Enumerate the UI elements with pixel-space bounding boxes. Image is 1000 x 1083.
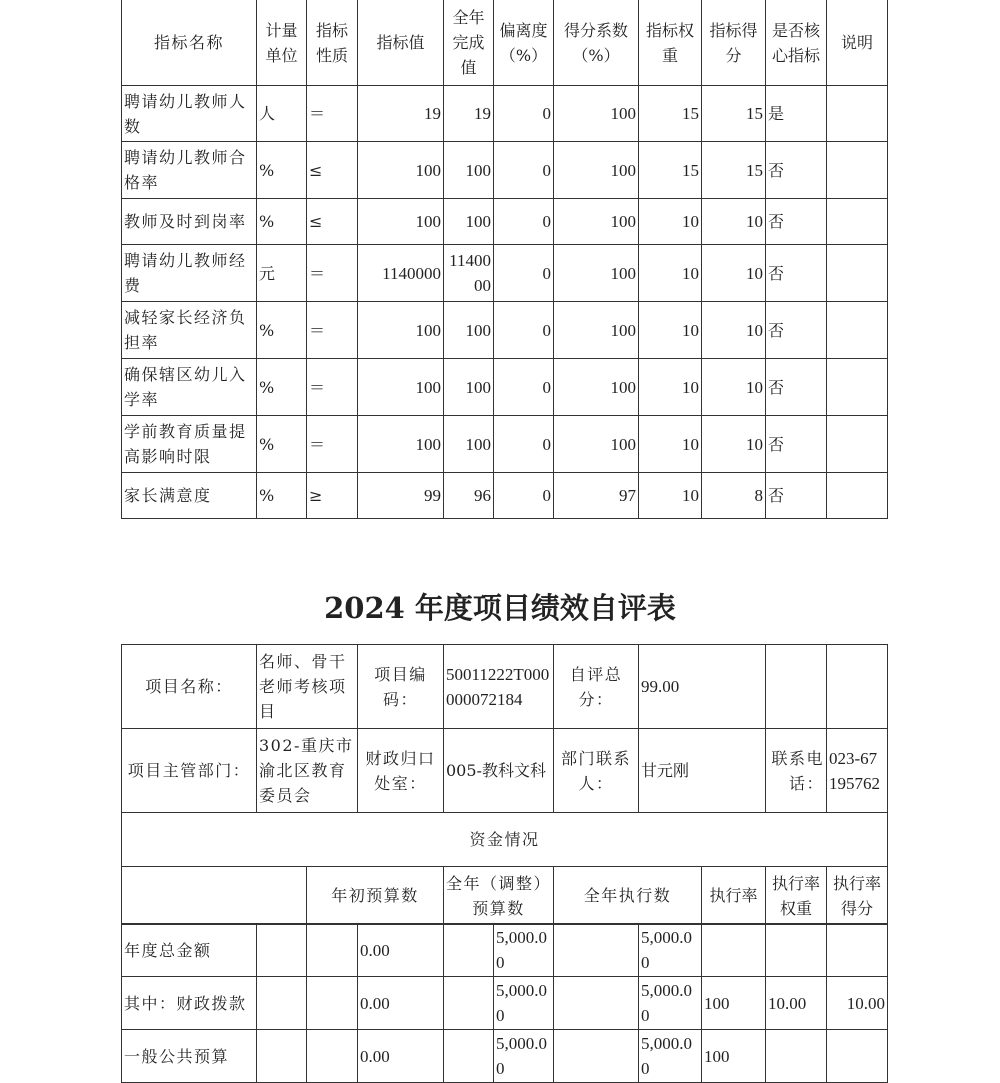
project-name-row — [122, 645, 888, 729]
indicator-coef: 100 — [554, 359, 639, 416]
indicator-nature: ＝ — [307, 302, 358, 359]
header-deviation: 偏离度（%） — [494, 0, 554, 86]
indicator-nature: ＝ — [307, 359, 358, 416]
indicator-note — [827, 416, 888, 473]
indicator-target: 19 — [358, 86, 444, 142]
funds-row-label: 年度总金额 — [122, 924, 257, 977]
indicator-note — [827, 199, 888, 245]
funds-rate-weight — [766, 1030, 827, 1083]
empty-cell — [554, 1030, 639, 1083]
indicator-actual: 19 — [444, 86, 494, 142]
funds-rate-score — [827, 1030, 888, 1083]
indicator-row — [122, 142, 888, 199]
indicator-coef: 100 — [554, 245, 639, 302]
indicator-deviation: 0 — [494, 199, 554, 245]
project-name-value: 名师、骨干老师考核项目 — [257, 645, 358, 729]
indicator-row — [122, 199, 888, 245]
indicator-target: 99 — [358, 473, 444, 519]
indicator-target: 100 — [358, 142, 444, 199]
indicator-coef: 100 — [554, 302, 639, 359]
indicator-deviation: 0 — [494, 86, 554, 142]
funds-section-title: 资金情况 — [122, 813, 888, 867]
indicator-score: 8 — [702, 473, 766, 519]
funds-row-label: 一般公共预算 — [122, 1030, 257, 1083]
indicator-deviation: 0 — [494, 416, 554, 473]
finance-label: 财政归口处室： — [358, 729, 444, 813]
funds-rate: 100 — [702, 977, 766, 1030]
indicator-nature: ≥ — [307, 473, 358, 519]
indicator-score: 10 — [702, 245, 766, 302]
header-rate: 执行率 — [702, 867, 766, 925]
funds-rate-weight: 10.00 — [766, 977, 827, 1030]
indicator-unit: 人 — [257, 86, 307, 142]
funds-body — [122, 924, 888, 1083]
indicator-actual: 100 — [444, 199, 494, 245]
funds-row — [122, 1030, 888, 1083]
header-executed-full: 全年执行数 — [554, 867, 702, 925]
indicator-unit: % — [257, 199, 307, 245]
indicator-note — [827, 245, 888, 302]
funds-adjusted: 5,000.00 — [494, 977, 554, 1030]
empty-cell — [554, 977, 639, 1030]
indicator-core: 否 — [766, 416, 827, 473]
indicator-score: 10 — [702, 359, 766, 416]
funds-header-row-full — [122, 867, 888, 925]
indicator-core: 否 — [766, 359, 827, 416]
indicator-weight: 10 — [639, 199, 702, 245]
indicator-actual: 100 — [444, 416, 494, 473]
indicator-unit: % — [257, 142, 307, 199]
project-code-label: 项目编码： — [358, 645, 444, 729]
indicator-row — [122, 416, 888, 473]
indicator-nature: ≤ — [307, 199, 358, 245]
project-dept-row — [122, 729, 888, 813]
project-code-value: 50011222T000000072184 — [444, 645, 554, 729]
header-rate-weight: 执行率权重 — [766, 867, 827, 925]
header-unit: 计量单位 — [257, 0, 307, 86]
indicator-name: 聘请幼儿教师经费 — [122, 245, 257, 302]
indicator-unit: % — [257, 473, 307, 519]
funds-executed: 5,000.00 — [639, 977, 702, 1030]
indicator-weight: 10 — [639, 359, 702, 416]
funds-row — [122, 977, 888, 1030]
indicator-core: 否 — [766, 245, 827, 302]
indicator-actual: 96 — [444, 473, 494, 519]
contact-value: 甘元刚 — [639, 729, 766, 813]
funds-executed: 5,000.00 — [639, 1030, 702, 1083]
indicator-target: 100 — [358, 359, 444, 416]
header-core: 是否核心指标 — [766, 0, 827, 86]
indicator-score: 15 — [702, 86, 766, 142]
header-adjusted-budget-full: 全年（调整）预算数 — [444, 867, 554, 925]
empty-cell — [122, 867, 307, 925]
indicator-target: 100 — [358, 199, 444, 245]
indicator-name: 家长满意度 — [122, 473, 257, 519]
project-name-label: 项目名称： — [122, 645, 257, 729]
indicator-note — [827, 142, 888, 199]
funds-table — [121, 923, 888, 1083]
self-score-value: 99.00 — [639, 645, 766, 729]
indicator-coef: 100 — [554, 416, 639, 473]
indicator-nature: ＝ — [307, 245, 358, 302]
indicator-score: 10 — [702, 199, 766, 245]
indicator-name: 学前教育质量提高影响时限 — [122, 416, 257, 473]
indicator-table — [121, 0, 888, 519]
funds-rate-score — [827, 924, 888, 977]
indicator-deviation: 0 — [494, 245, 554, 302]
phone-label: 联系电话： — [766, 729, 827, 813]
header-weight: 指标权重 — [639, 0, 702, 86]
indicator-actual: 100 — [444, 359, 494, 416]
indicator-header-row — [122, 0, 888, 86]
empty-cell — [257, 977, 307, 1030]
self-score-label: 自评总分： — [554, 645, 639, 729]
indicator-core: 是 — [766, 86, 827, 142]
funds-executed: 5,000.00 — [639, 924, 702, 977]
empty-cell — [444, 977, 494, 1030]
funds-row-label: 其中：财政拨款 — [122, 977, 257, 1030]
funds-adjusted: 5,000.00 — [494, 924, 554, 977]
indicator-row — [122, 86, 888, 142]
indicator-deviation: 0 — [494, 473, 554, 519]
funds-rate — [702, 924, 766, 977]
funds-adjusted: 5,000.00 — [494, 1030, 554, 1083]
empty-cell — [257, 1030, 307, 1083]
indicator-weight: 10 — [639, 302, 702, 359]
header-actual: 全年完成值 — [444, 0, 494, 86]
indicator-score: 10 — [702, 416, 766, 473]
indicator-unit: % — [257, 416, 307, 473]
dept-label: 项目主管部门： — [122, 729, 257, 813]
header-target: 指标值 — [358, 0, 444, 86]
header-coef: 得分系数（%） — [554, 0, 639, 86]
empty-cell — [307, 1030, 358, 1083]
indicator-core: 否 — [766, 473, 827, 519]
indicator-target: 100 — [358, 416, 444, 473]
indicator-note — [827, 86, 888, 142]
indicator-weight: 15 — [639, 86, 702, 142]
contact-label: 部门联系人： — [554, 729, 639, 813]
indicator-coef: 100 — [554, 86, 639, 142]
indicator-weight: 10 — [639, 473, 702, 519]
finance-value: 005-教科文科 — [444, 729, 554, 813]
phone-value: 023-67195762 — [827, 729, 888, 813]
dept-value: 302-重庆市渝北区教育委员会 — [257, 729, 358, 813]
indicator-deviation: 0 — [494, 359, 554, 416]
header-note: 说明 — [827, 0, 888, 86]
funds-initial: 0.00 — [358, 977, 444, 1030]
indicator-nature: ＝ — [307, 86, 358, 142]
indicator-core: 否 — [766, 142, 827, 199]
indicator-name: 减轻家长经济负担率 — [122, 302, 257, 359]
indicator-actual: 1140000 — [444, 245, 494, 302]
indicator-coef: 100 — [554, 142, 639, 199]
indicator-core: 否 — [766, 199, 827, 245]
header-nature: 指标性质 — [307, 0, 358, 86]
indicator-name: 教师及时到岗率 — [122, 199, 257, 245]
indicator-name: 确保辖区幼儿入学率 — [122, 359, 257, 416]
indicator-target: 100 — [358, 302, 444, 359]
header-initial-budget-full: 年初预算数 — [307, 867, 444, 925]
indicator-actual: 100 — [444, 142, 494, 199]
indicator-coef: 97 — [554, 473, 639, 519]
indicator-note — [827, 359, 888, 416]
funds-rate-weight — [766, 924, 827, 977]
indicator-row — [122, 302, 888, 359]
indicator-row — [122, 473, 888, 519]
funds-header-table — [121, 866, 888, 925]
indicator-score: 15 — [702, 142, 766, 199]
indicator-row — [122, 359, 888, 416]
header-rate-score: 执行率得分 — [827, 867, 888, 925]
empty-cell — [444, 1030, 494, 1083]
indicator-score: 10 — [702, 302, 766, 359]
header-score: 指标得分 — [702, 0, 766, 86]
funds-initial: 0.00 — [358, 924, 444, 977]
header-name: 指标名称 — [122, 0, 257, 86]
indicator-name: 聘请幼儿教师合格率 — [122, 142, 257, 199]
indicator-weight: 10 — [639, 245, 702, 302]
indicator-actual: 100 — [444, 302, 494, 359]
empty-cell — [766, 645, 827, 729]
indicator-unit: % — [257, 359, 307, 416]
empty-cell — [307, 924, 358, 977]
indicator-deviation: 0 — [494, 302, 554, 359]
indicator-note — [827, 473, 888, 519]
funds-rate: 100 — [702, 1030, 766, 1083]
indicator-core: 否 — [766, 302, 827, 359]
indicator-nature: ＝ — [307, 416, 358, 473]
indicator-weight: 15 — [639, 142, 702, 199]
indicator-unit: % — [257, 302, 307, 359]
indicator-nature: ≤ — [307, 142, 358, 199]
funds-initial: 0.00 — [358, 1030, 444, 1083]
funds-rate-score: 10.00 — [827, 977, 888, 1030]
indicator-deviation: 0 — [494, 142, 554, 199]
indicator-unit: 元 — [257, 245, 307, 302]
indicator-target: 1140000 — [358, 245, 444, 302]
indicator-name: 聘请幼儿教师人数 — [122, 86, 257, 142]
funds-row — [122, 924, 888, 977]
indicator-row — [122, 245, 888, 302]
empty-cell — [827, 645, 888, 729]
empty-cell — [257, 924, 307, 977]
indicator-weight: 10 — [639, 416, 702, 473]
indicator-coef: 100 — [554, 199, 639, 245]
empty-cell — [307, 977, 358, 1030]
empty-cell — [554, 924, 639, 977]
page-title: 2024 年度项目绩效自评表 — [324, 591, 676, 625]
funds-title-row — [122, 813, 888, 867]
indicator-body — [122, 86, 888, 519]
indicator-note — [827, 302, 888, 359]
empty-cell — [444, 924, 494, 977]
